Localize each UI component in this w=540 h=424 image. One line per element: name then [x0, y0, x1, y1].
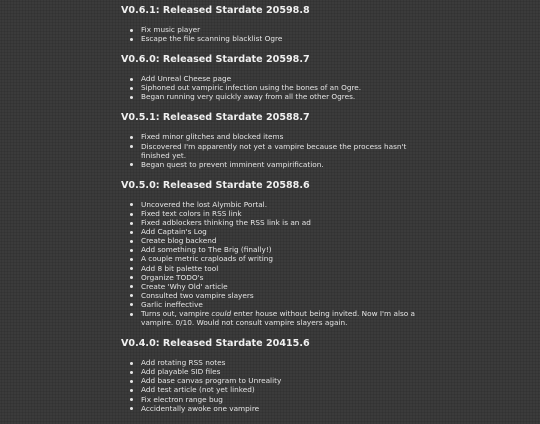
release-section [121, 112, 421, 168]
release-section [121, 5, 421, 43]
release-item [141, 273, 421, 282]
release-item-text: Add Captain's Log [141, 227, 207, 237]
release-item-text: Add test article (not yet linked) [141, 385, 255, 395]
release-item [141, 227, 421, 236]
release-item [141, 83, 421, 92]
release-item [141, 132, 421, 141]
release-item [141, 254, 421, 263]
release-item-list [121, 74, 421, 101]
release-item-text: Began running very quickly away from all the other Ogres. [141, 92, 356, 102]
release-item [141, 264, 421, 273]
release-section [121, 180, 421, 327]
release-item-text: Fix music player [141, 25, 201, 34]
release-item-text: Fix electron range bug [141, 394, 223, 404]
release-item-text: Began quest to prevent imminent vampirification. [141, 159, 324, 169]
release-item [141, 92, 421, 101]
release-item-text-before: Turns out, vampire [141, 308, 212, 318]
release-item-text: Organize TODO's [141, 272, 204, 282]
release-item [141, 395, 421, 404]
release-item-list [121, 200, 421, 327]
release-heading: V0.5.0: Released Stardate 20588.6 [121, 179, 310, 191]
release-item-text: Escape the file scanning blacklist Ogre [141, 34, 283, 44]
release-heading: V0.5.1: Released Stardate 20588.7 [121, 112, 310, 124]
release-item-text: Uncovered the lost Alymbic Portal. [141, 199, 268, 209]
release-item-text: Accidentally awoke one vampire [141, 403, 260, 413]
release-item-text: Create 'Why Old' article [141, 281, 228, 291]
release-heading: V0.4.0: Released Stardate 20415.6 [121, 338, 310, 350]
release-item-text: Garlic ineffective [141, 299, 203, 309]
release-item [141, 236, 421, 245]
release-item-text: Add rotating RSS notes [141, 358, 226, 368]
release-item [141, 142, 421, 160]
release-item [141, 376, 421, 385]
release-section [121, 338, 421, 413]
release-item-text-after: enter house without being invited. Now I'm also a vampire. 0/10. Would not consult vampire slayers again. [141, 308, 416, 328]
release-item [141, 367, 421, 376]
release-item-text: Discovered I'm apparently not yet a vampire because the process hasn't finished yet. [141, 141, 407, 160]
release-heading: V0.6.0: Released Stardate 20598.7 [121, 54, 310, 66]
release-item-text: Add Unreal Cheese page [141, 74, 232, 84]
release-item [141, 25, 421, 34]
release-item-text: Create blog backend [141, 236, 217, 246]
changelog [121, 5, 421, 424]
release-item-emphasis: could [211, 308, 232, 318]
release-item [141, 200, 421, 209]
release-item [141, 385, 421, 394]
release-item-text: Add base canvas program to Unreality [141, 376, 282, 386]
release-item [141, 34, 421, 43]
release-item-text: A couple metric craploads of writing [141, 254, 274, 264]
release-item [141, 300, 421, 309]
release-item-list [121, 132, 421, 168]
release-item [141, 309, 421, 327]
release-item-text [141, 309, 415, 327]
release-item [141, 160, 421, 169]
release-item-text: Fixed text colors in RSS link [141, 208, 242, 218]
release-item [141, 209, 421, 218]
release-item [141, 282, 421, 291]
release-item [141, 74, 421, 83]
release-item [141, 245, 421, 254]
release-section [121, 54, 421, 101]
release-item [141, 358, 421, 367]
release-item-text: Fixed adblockers thinking the RSS link is an ad [141, 218, 311, 228]
release-item-text: Consulted two vampire slayers [141, 290, 254, 300]
release-item-text: Add 8 bit palette tool [141, 263, 219, 273]
release-heading: V0.6.1: Released Stardate 20598.8 [121, 5, 310, 16]
release-item-text: Add something to The Brig (finally!) [141, 245, 272, 255]
release-item-text: Siphoned out vampiric infection using the bones of an Ogre. [141, 83, 362, 93]
release-item-text: Add playable SID files [141, 367, 221, 377]
release-item-text: Fixed minor glitches and blocked items [141, 132, 284, 142]
release-item [141, 218, 421, 227]
release-item [141, 291, 421, 300]
release-item-list [121, 25, 421, 43]
